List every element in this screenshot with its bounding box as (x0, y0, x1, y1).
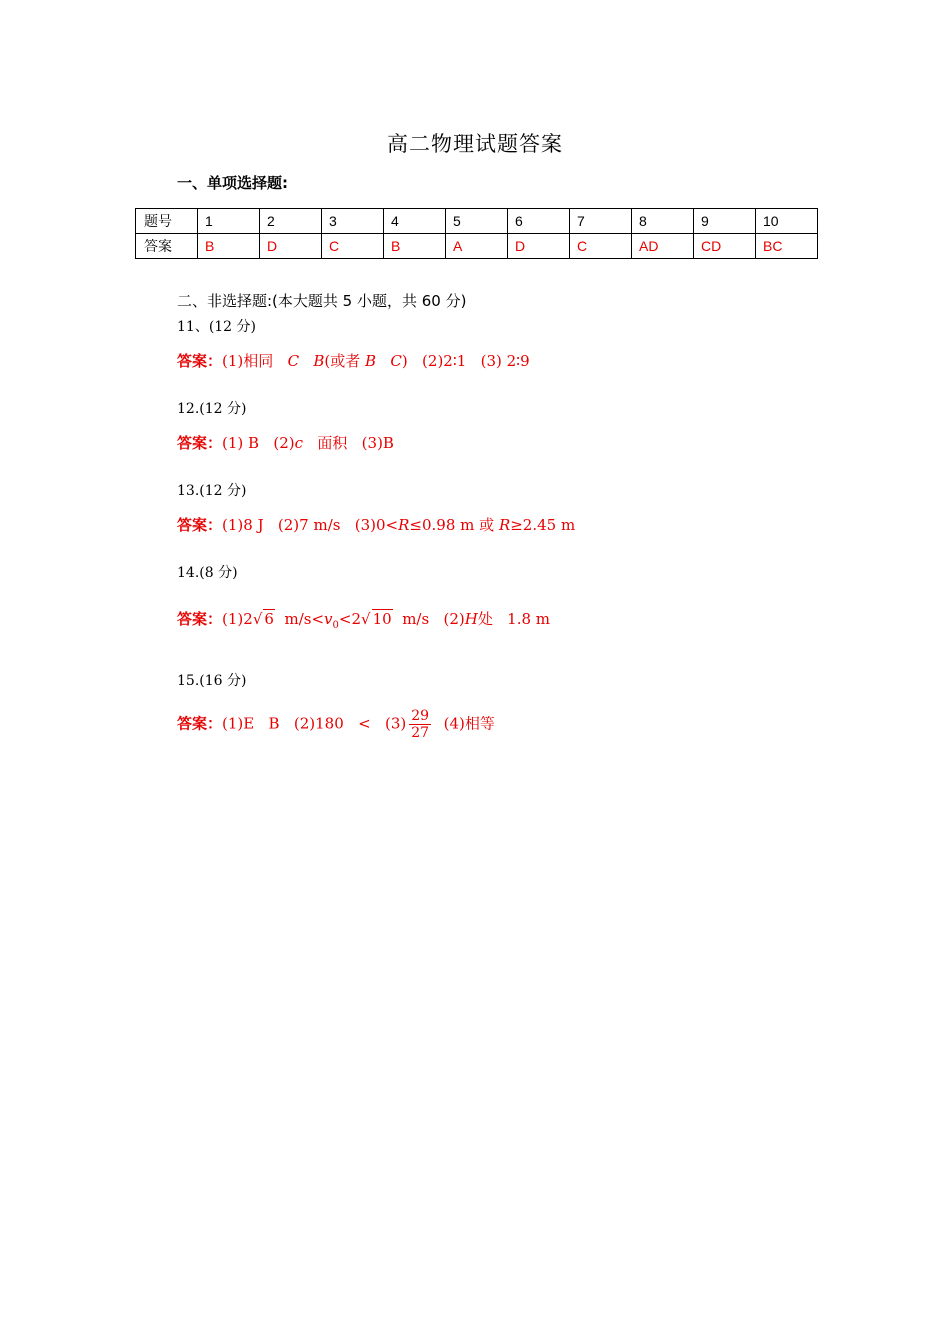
answer-text: 处 (477, 610, 493, 628)
question-number-cell: 1 (198, 209, 260, 234)
answer-text: (1)E (222, 714, 255, 733)
answer-text: R (498, 516, 511, 534)
answer-text: (3) (384, 714, 407, 733)
answer-cell: A (446, 234, 508, 259)
answer-text: B (268, 714, 280, 733)
question-number-cell: 10 (756, 209, 818, 234)
question-number-cell: 7 (570, 209, 632, 234)
section1-heading: 一、单项选择题: (177, 174, 288, 192)
answer-text: c (294, 434, 304, 452)
question-number-row (136, 209, 818, 234)
row-header-answer: 答案 (136, 234, 198, 259)
answer-text: <2 (338, 610, 361, 628)
fraction-numerator: 29 (411, 708, 430, 724)
sqrt-radicand: 10 (372, 610, 392, 628)
question-number-cell: 9 (694, 209, 756, 234)
fraction-denominator: 27 (411, 725, 430, 741)
answer-text: ≥2.45 m (510, 516, 576, 534)
answer-text: B (313, 352, 325, 370)
page-title: 高二物理试题答案 (387, 132, 563, 156)
q12-header: 12.(12 分) (177, 401, 247, 417)
answer-label: 答案： (177, 610, 223, 628)
question-number-cell: 8 (632, 209, 694, 234)
answer-cell: D (508, 234, 570, 259)
answer-text: m/s (402, 610, 430, 628)
answer-cell: D (260, 234, 322, 259)
question-number-cell: 5 (446, 209, 508, 234)
answer-text: H (464, 610, 478, 628)
answer-label: 答案： (177, 434, 223, 452)
answer-text: (2)180 (293, 714, 344, 733)
q11-answer (177, 350, 530, 371)
answer-text: (或者 (324, 352, 361, 370)
answer-table (135, 208, 818, 259)
q13-answer (177, 514, 575, 535)
answer-cell: B (384, 234, 446, 259)
answer-text: m/s< (284, 610, 325, 628)
answer-text: 1.8 m (507, 610, 551, 628)
answer-text: R (398, 516, 410, 534)
answer-text: (3)0< (354, 516, 399, 534)
answer-text: < (358, 714, 371, 733)
row-header-question: 题号 (136, 209, 198, 234)
answer-text: (1) B (222, 434, 260, 452)
question-number-cell: 3 (322, 209, 384, 234)
sqrt-symbol: √ (252, 610, 263, 628)
q14-header: 14.(8 分) (177, 565, 238, 581)
answer-text: (2)2∶1 (422, 352, 467, 370)
answer-text: (1)2 (222, 610, 253, 628)
q15-header: 15.(16 分) (177, 673, 247, 689)
answer-row (136, 234, 818, 259)
sqrt-radicand: 6 (264, 610, 274, 628)
section2-heading: 二、非选择题:(本大题共 5 小题，共 60 分) (177, 292, 467, 310)
answer-label: 答案： (177, 714, 223, 733)
answer-text: ≤0.98 m 或 (409, 516, 495, 534)
question-number-cell: 6 (508, 209, 570, 234)
q15-answer (177, 708, 495, 741)
answer-cell: B (198, 234, 260, 259)
question-number-cell: 2 (260, 209, 322, 234)
answer-text: (3) 2∶9 (480, 352, 530, 370)
answer-text: (2) (443, 610, 465, 628)
answer-label: 答案： (177, 352, 223, 370)
answer-text: (2) (273, 434, 295, 452)
q11-header: 11、(12 分) (177, 319, 257, 335)
q12-answer (177, 432, 394, 453)
answer-text: C (390, 352, 402, 370)
answer-cell: C (570, 234, 632, 259)
answer-text: (3)B (361, 434, 394, 452)
subscript: 0 (332, 620, 339, 631)
answer-text: v (324, 610, 333, 628)
answer-text: (1)相同 (222, 352, 274, 370)
sqrt-symbol: √ (361, 610, 371, 628)
q13-header: 13.(12 分) (177, 483, 247, 499)
q14-answer (177, 608, 550, 631)
answer-text: C (287, 352, 300, 370)
answer-text: ) (401, 352, 408, 370)
question-number-cell: 4 (384, 209, 446, 234)
answer-cell: C (322, 234, 384, 259)
answer-label: 答案： (177, 516, 223, 534)
answer-cell: CD (694, 234, 756, 259)
answer-cell: BC (756, 234, 818, 259)
fraction (409, 708, 431, 741)
answer-cell: AD (632, 234, 694, 259)
answer-text: 面积 (317, 434, 348, 452)
answer-text: B (365, 352, 377, 370)
answer-text: (1)8 J (222, 516, 264, 534)
answer-text: (4)相等 (443, 714, 495, 733)
answer-text: (2)7 m/s (277, 516, 341, 534)
